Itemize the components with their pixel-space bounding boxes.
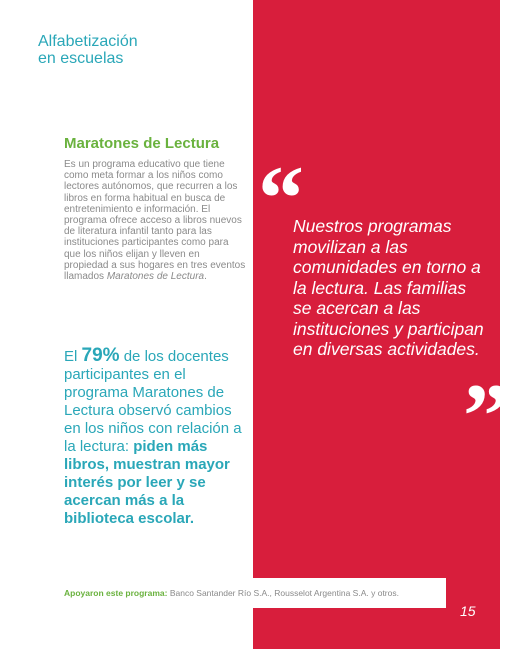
section-title-line2: en escuelas: [38, 50, 124, 67]
stat-percent: 79%: [81, 345, 120, 366]
supporters-label: Apoyaron este programa:: [64, 588, 168, 598]
page-number: 15: [460, 603, 476, 619]
stat-callout: [64, 347, 252, 528]
stat-prefix: El: [64, 348, 82, 365]
quote-open-icon: “: [258, 147, 304, 249]
feature-body: [64, 159, 246, 282]
quote-text: Nuestros programas movilizan a las comunidades en torno a la lectura. Las familias se acercan a las instituciones y participan en diversas actividades.: [293, 216, 484, 359]
stat-middle: de los docentes participantes en el programa Maratones de Lectura observó cambios en los niños con relación a la lectura:: [64, 348, 242, 455]
supporters-text: Banco Santander Río S.A., Rousselot Argentina S.A. y otros.: [167, 588, 399, 598]
section-title: [38, 33, 238, 67]
feature-body-main: Es un programa educativo que tiene como meta formar a los niños como lectores autónomos, que recurren a los libros en forma habitual en busca de entretenimiento e información. El programa ofrece acceso a libros nuevos de literatura infantil tanto para las instituciones participantes como para que los niños elijan y lleven en propiedad a sus hogares en tres eventos llamados: [64, 159, 246, 283]
feature-heading: Maratones de Lectura: [64, 135, 220, 152]
feature-body-italic: Maratones de Lectura: [106, 271, 205, 283]
stat-emphasis: piden más libros, muestran mayor interés por leer y se acercan más a la biblioteca escolar.: [64, 438, 230, 527]
supporters-box: [40, 578, 446, 608]
quote-close-icon: ”: [463, 365, 509, 467]
section-title-line1: Alfabetización: [38, 33, 138, 50]
feature-body-end: .: [204, 271, 207, 283]
